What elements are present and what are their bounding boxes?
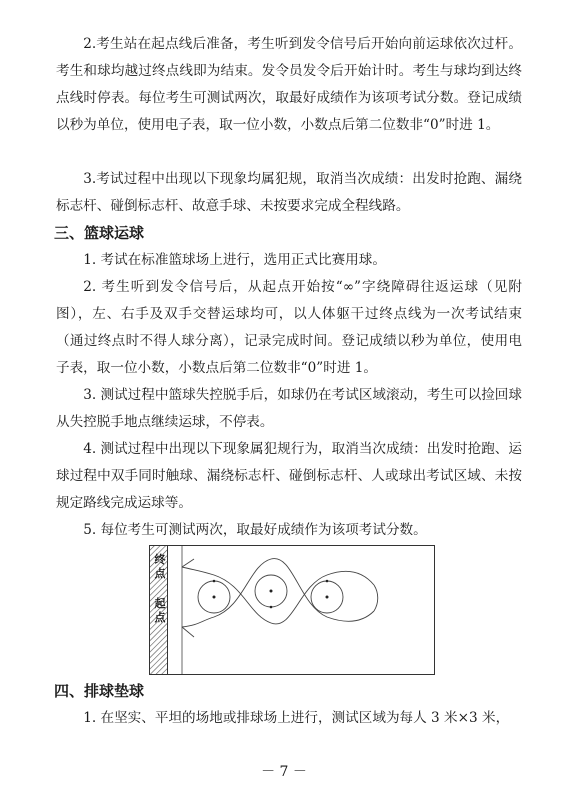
paragraph-basketball-rule-5: 5. 每位考生可测试两次，取最好成绩作为该项考试分数。 [83,522,427,538]
paragraph-basketball-rule-2: 2. 考生听到发令信号后，从起点开始按“∞”字绕障碍往返运球（见附图），左、右手及双手交替运球均可，以人体躯干过终点线为一次考试结束（通过终点时不得人球分离），记录完成时间。登记成绩以秒为单位，使用电子表，取一位小数，小数点后第二位数非“0”时进 1。 [56,279,522,376]
dribble-path [182,559,194,567]
paragraph-basketball-rule-3: 3. 测试过程中篮球失控脱手后，如球仍在考试区域滚动，考生可以捡回球从失控脱手地点继续运球，不停表。 [56,387,522,430]
pole-marker [326,596,329,599]
section-heading-basketball: 三、篮球运球 [54,224,145,242]
paragraph-soccer-rule-2: 2.考生站在起点线后准备，考生听到发令信号后开始向前运球依次过杆。考生和球均越过终点线即为结束。发令员发令后开始计时。考生与球均到达终点线时停表。每位考生可测试两次，取最好成绩作为该项考试分数。登记成绩以秒为单位，使用电子表，取一位小数，小数点后第二位数非“0”时进 1。 [56,36,522,133]
section-heading-volleyball: 四、排球垫球 [54,682,145,700]
pole-marker [270,590,273,593]
paragraph-basketball-rule-1: 1. 考试在标准篮球场上进行，选用正式比赛用球。 [83,252,386,268]
pole-marker [213,580,216,583]
dribble-path [374,585,378,611]
paragraph-basketball-rule-4: 4. 测试过程中出现以下现象属犯规行为，取消当次成绩：出发时抢跑、运球过程中双手同时触球、漏绕标志杆、碰倒标志杆、人或球出考试区域、未按规定路线完成运球等。 [56,441,522,511]
pole-marker [213,596,216,599]
pole-marker [270,606,273,609]
start-label: 起 点 [154,597,166,624]
paragraph-volleyball-rule-1: 1. 在坚实、平坦的场地或排球场上进行，测试区域为每人 3 米×3 米， [83,710,510,726]
dribble-course-diagram [149,545,435,675]
paragraph-soccer-rule-3: 3.考试过程中出现以下现象均属犯规，取消当次成绩：出发时抢跑、漏绕标志杆、碰倒标志杆、故意手球、未按要求完成全程线路。 [56,171,522,214]
finish-label: 终 点 [154,553,166,580]
course-boundary [150,546,435,675]
page-number: － 7 － [261,764,307,780]
dribble-path [182,559,374,627]
dribble-path [182,627,194,637]
dribble-path [182,567,374,624]
pole-marker [326,580,329,583]
